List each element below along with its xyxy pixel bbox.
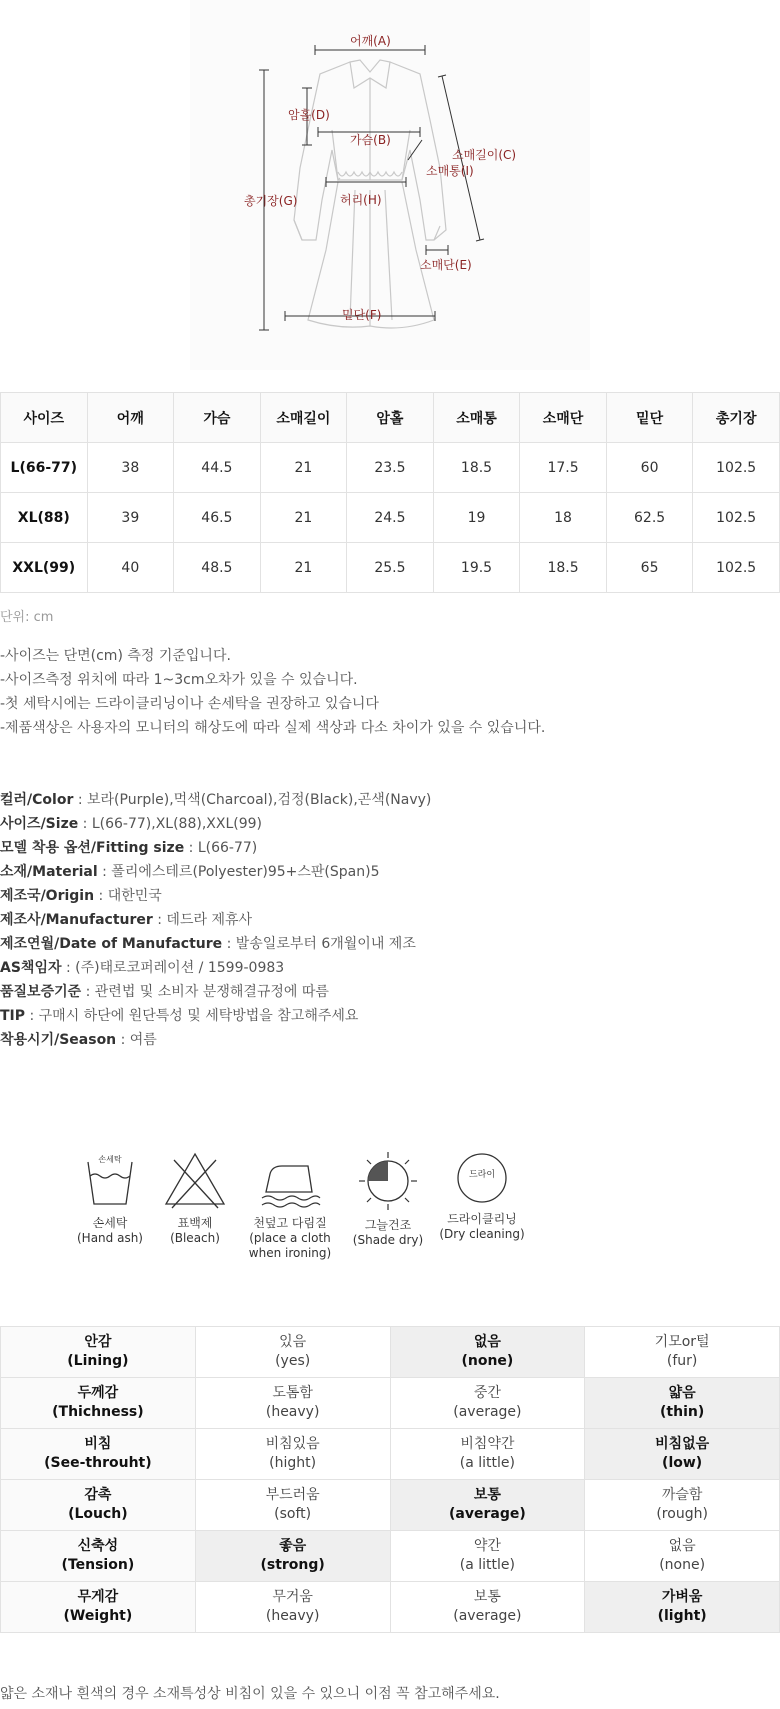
footnote: 얇은 소재나 흰색의 경우 소재특성상 비침이 있을 수 있으니 이점 꼭 참고해주세요. [0,1686,500,1702]
info-row [0,980,431,1004]
fabric-option-selected [390,1480,585,1531]
info-label: 컬러/Color [0,792,74,808]
fabric-option-line: 가벼움 [661,1589,703,1605]
info-value: : 데드라 제휴사 [152,912,253,928]
dry-clean-icon [454,1150,510,1206]
info-label: 제조국/Origin [0,888,95,904]
care-label-line: 드라이클리닝 [447,1212,517,1226]
fabric-attribute-line: 신축성 [77,1538,119,1554]
info-value: : L(66-77),XL(88),XXL(99) [78,816,262,832]
fabric-attribute-line: (Lining) [67,1353,129,1369]
label-sleeve-width: 소매통(Ⅰ) [426,164,474,178]
fabric-option-line: 좋음 [279,1538,307,1554]
fabric-option-selected [585,1582,780,1633]
value-cell: 46.5 [174,493,261,543]
fabric-row [1,1531,780,1582]
info-row [0,1028,431,1052]
fabric-option [585,1480,780,1531]
info-label: 착용시기/Season [0,1032,117,1048]
care-iron [240,1150,340,1261]
fabric-option [390,1378,585,1429]
fabric-option [585,1327,780,1378]
fabric-option-line: 보통 [473,1589,501,1605]
care-bleach [145,1150,245,1246]
fabric-option-line: (none) [461,1353,514,1369]
care-label-line: when ironing) [248,1246,332,1260]
fabric-option [390,1582,585,1633]
fabric-option-line: (rough) [656,1506,708,1522]
fabric-option [390,1429,585,1480]
info-value: : 폴리에스테르(Polyester)95+스판(Span)5 [97,864,380,880]
fabric-option [585,1531,780,1582]
fabric-attribute [1,1378,196,1429]
info-label: 사이즈/Size [0,816,79,832]
care-label [338,1218,438,1248]
info-value: : (주)태로코퍼레이션 / 1599-0983 [61,960,285,976]
info-label: 소재/Material [0,864,98,880]
label-chest: 가슴(B) [350,133,391,147]
fabric-option [195,1480,390,1531]
value-cell: 21 [260,443,347,493]
note-line: -사이즈는 단면(cm) 측정 기준입니다. [0,648,231,664]
fabric-option-line: 까슬함 [661,1487,703,1503]
value-cell: 60 [606,443,693,493]
size-cell: L(66-77) [1,443,88,493]
label-hem: 밑단(F) [342,308,382,322]
header-cell: 소매단 [520,393,607,443]
fabric-attribute-line: 비침 [84,1436,112,1452]
info-value: : 관련법 및 소비자 분쟁해결규정에 따름 [81,984,329,1000]
value-cell: 18.5 [433,443,520,493]
fabric-option-line: 부드러움 [265,1487,320,1503]
label-waist: 허리(H) [340,193,382,207]
info-label: TIP [0,1008,26,1024]
fabric-row [1,1378,780,1429]
note-line: -첫 세탁시에는 드라이클리닝이나 손세탁을 권장하고 있습니다 [0,696,379,712]
dry-clean-icon-text: 드라이 [468,1170,496,1180]
header-cell: 소매길이 [260,393,347,443]
value-cell: 21 [260,493,347,543]
care-label-line: 표백제 [177,1216,213,1230]
fabric-option-line: (low) [662,1455,703,1471]
fabric-option-line: (heavy) [265,1404,320,1420]
info-row [0,1004,431,1028]
care-label-line: (Hand ash) [77,1231,143,1245]
size-table [0,392,780,593]
value-cell: 65 [606,543,693,593]
header-cell: 소매통 [433,393,520,443]
note-line: -제품색상은 사용자의 모니터의 해상도에 따라 실제 색상과 다소 차이가 있을 수 있습니다. [0,720,546,736]
fabric-attribute-line: 감촉 [84,1487,112,1503]
value-cell: 102.5 [693,493,780,543]
fabric-option-line: (average) [453,1404,522,1420]
info-value: : 보라(Purple),먹색(Charcoal),검정(Black),곤색(Navy) [73,792,432,808]
hand-wash-icon-text: 손세탁 [98,1155,122,1164]
fabric-option-line: 얇음 [668,1385,696,1401]
fabric-option [195,1429,390,1480]
care-label [432,1212,532,1242]
info-value: : 대한민국 [94,888,162,904]
care-label-line: (Dry cleaning) [439,1227,525,1241]
fabric-attribute-line: 안감 [84,1334,112,1350]
label-cuff: 소매단(E) [420,258,472,272]
iron-icon [258,1150,322,1210]
value-cell: 48.5 [174,543,261,593]
value-cell: 62.5 [606,493,693,543]
care-label-line: 천덮고 다림질 [253,1216,327,1230]
note-line: -사이즈측정 위치에 따라 1~3cm오차가 있을 수 있습니다. [0,672,358,688]
fabric-option-line: 비침약간 [460,1436,515,1452]
fabric-option-selected [585,1429,780,1480]
info-row [0,932,431,956]
hand-wash-icon [80,1150,140,1210]
fabric-attribute [1,1531,196,1582]
unit-note: 단위: cm [0,610,54,625]
value-cell: 39 [87,493,174,543]
table-row [1,493,780,543]
info-row [0,908,431,932]
value-cell: 18.5 [520,543,607,593]
fabric-option [195,1582,390,1633]
fabric-option-line: 무거움 [272,1589,313,1605]
value-cell: 102.5 [693,543,780,593]
fabric-option-line: (light) [657,1608,707,1624]
label-shoulder: 어깨(A) [350,34,391,48]
value-cell: 25.5 [347,543,434,593]
size-diagram [190,0,590,370]
fabric-attribute-line: (Weight) [63,1608,133,1624]
fabric-row [1,1480,780,1531]
info-value: : L(66-77) [184,840,258,856]
label-sleeve-length: 소매길이(C) [452,148,517,162]
info-row [0,884,431,908]
no-bleach-icon [162,1150,228,1210]
fabric-attribute-line: (Thichness) [52,1404,144,1420]
fabric-attribute [1,1327,196,1378]
fabric-option-line: (average) [449,1506,526,1522]
fabric-option [195,1378,390,1429]
value-cell: 40 [87,543,174,593]
care-label-line: 그늘건조 [364,1218,412,1232]
fabric-attribute [1,1480,196,1531]
size-notes [0,644,545,740]
header-cell: 사이즈 [1,393,88,443]
info-row [0,860,431,884]
fabric-option-line: 보통 [473,1487,501,1503]
fabric-table [0,1326,780,1633]
fabric-option-selected [585,1378,780,1429]
care-label-line: (Shade dry) [352,1233,424,1247]
fabric-attribute [1,1429,196,1480]
info-label: 품질보증기준 [0,984,82,1000]
fabric-option-selected [195,1531,390,1582]
info-value: : 구매시 하단에 원단특성 및 세탁방법을 참고해주세요 [25,1008,359,1024]
value-cell: 19.5 [433,543,520,593]
product-info [0,788,431,1052]
value-cell: 24.5 [347,493,434,543]
fabric-option-line: (soft) [274,1506,312,1522]
dress-illustration [190,0,590,370]
size-cell: XXL(99) [1,543,88,593]
value-cell: 102.5 [693,443,780,493]
header-cell: 가슴 [174,393,261,443]
header-cell: 총기장 [693,393,780,443]
table-row [1,443,780,493]
fabric-attribute-line: (See-throuht) [44,1455,152,1471]
info-label: AS책임자 [0,960,62,976]
header-cell: 어깨 [87,393,174,443]
header-cell: 암홀 [347,393,434,443]
value-cell: 38 [87,443,174,493]
info-label: 제조사/Manufacturer [0,912,153,928]
care-label [145,1216,245,1246]
fabric-attribute-line: (Tension) [61,1557,135,1573]
fabric-attribute-line: (Louch) [68,1506,128,1522]
fabric-option-line: (a little) [459,1455,515,1471]
fabric-option-line: (a little) [459,1557,515,1573]
info-row [0,956,431,980]
care-label-line: 손세탁 [92,1216,128,1230]
care-label-line: (Bleach) [170,1231,220,1245]
header-cell: 밑단 [606,393,693,443]
info-row [0,788,431,812]
value-cell: 18 [520,493,607,543]
fabric-row [1,1582,780,1633]
label-total-length: 총기장(G) [244,194,298,208]
fabric-option-line: 비침있음 [265,1436,320,1452]
fabric-attribute [1,1582,196,1633]
fabric-option-line: 약간 [473,1538,501,1554]
fabric-option-line: 없음 [473,1334,501,1350]
fabric-option-line: (thin) [660,1404,705,1420]
info-label: 모델 착용 옵션/Fitting size [0,840,185,856]
fabric-option-selected [390,1327,585,1378]
fabric-option-line: (average) [453,1608,522,1624]
size-table-header-row [1,393,780,443]
fabric-row [1,1429,780,1480]
care-shade-dry [338,1150,438,1248]
table-row [1,543,780,593]
value-cell: 23.5 [347,443,434,493]
fabric-option-line: 중간 [473,1385,501,1401]
info-label: 제조연월/Date of Manufacture [0,936,223,952]
fabric-option-line: 기모or털 [654,1334,710,1350]
fabric-option-line: (none) [659,1557,706,1573]
info-row [0,836,431,860]
value-cell: 17.5 [520,443,607,493]
fabric-option-line: (yes) [275,1353,311,1369]
fabric-option-line: 있음 [279,1334,307,1350]
care-dry-clean [432,1150,532,1242]
label-armhole: 암홀(D) [288,108,330,122]
fabric-option-line: (strong) [260,1557,325,1573]
fabric-attribute-line: 두께감 [77,1385,119,1401]
fabric-option-line: (fur) [666,1353,698,1369]
fabric-option [195,1327,390,1378]
fabric-option-line: (heavy) [265,1608,320,1624]
care-label-line: (place a cloth [249,1231,331,1245]
info-value: : 여름 [116,1032,157,1048]
fabric-option [390,1531,585,1582]
fabric-option-line: 도톰함 [272,1385,313,1401]
value-cell: 44.5 [174,443,261,493]
value-cell: 19 [433,493,520,543]
fabric-option-line: 없음 [668,1538,696,1554]
value-cell: 21 [260,543,347,593]
shade-dry-icon [357,1150,419,1212]
fabric-attribute-line: 무게감 [77,1589,119,1605]
fabric-option-line: (hight) [269,1455,317,1471]
fabric-row [1,1327,780,1378]
size-cell: XL(88) [1,493,88,543]
fabric-option-line: 비침없음 [655,1436,710,1452]
care-label [240,1216,340,1261]
info-row [0,812,431,836]
info-value: : 발송일로부터 6개월이내 제조 [222,936,416,952]
